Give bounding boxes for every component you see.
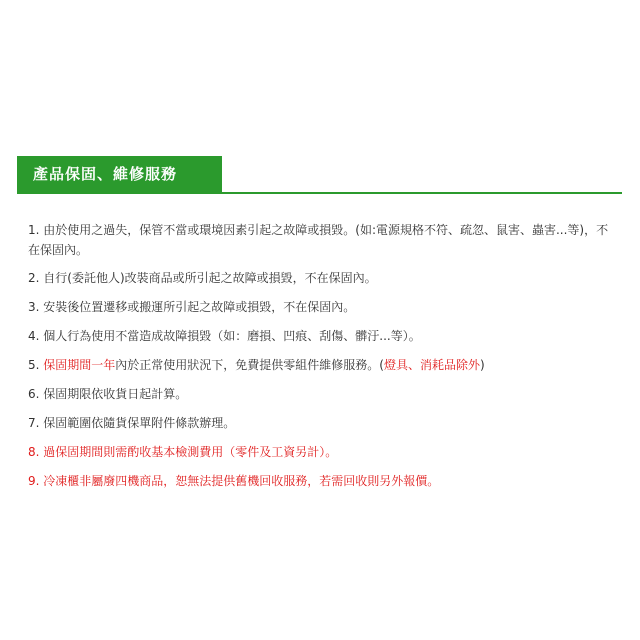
term-5-warranty-period: 保固期間一年 <box>43 358 116 372</box>
term-item-6: 6. 保固期限依收貨日起計算。 <box>28 387 188 401</box>
term-item-4: 4. 個人行為使用不當造成故障損毀（如：磨損、凹痕、刮傷、髒汙...等）。 <box>28 329 421 343</box>
term-5-close: ) <box>479 358 485 372</box>
term-5-number: 5. <box>28 358 44 372</box>
term-item-2: 2. 自行(委託他人)改裝商品或所引起之故障或損毀，不在保固內。 <box>28 271 377 285</box>
section-title: 產品保固、維修服務 <box>33 165 178 183</box>
term-item-3: 3. 安裝後位置遷移或搬運所引起之故障或損毀，不在保固內。 <box>28 300 356 314</box>
section-divider <box>17 192 622 194</box>
warranty-terms-list <box>28 220 610 500</box>
term-item-9: 9. 冷凍櫃非屬廢四機商品，恕無法提供舊機回收服務，若需回收則另外報價。 <box>28 474 440 488</box>
term-item-1: 1. 由於使用之過失，保管不當或環境因素引起之故障或損毀。(如:電源規格不符、疏忽、鼠害、蟲害...等)，不在保固內。 <box>28 223 609 257</box>
term-5-exclusions: 燈具、消耗品除外 <box>383 358 480 372</box>
term-item-8: 8. 過保固期間則需酌收基本檢測費用（零件及工資另計）。 <box>28 445 338 459</box>
term-item-7: 7. 保固範圍依隨貨保單附件條款辦理。 <box>28 416 236 430</box>
term-5-text: 內於正常使用狀況下，免費提供零組件維修服務。( <box>115 358 384 372</box>
term-item-5 <box>28 355 610 375</box>
